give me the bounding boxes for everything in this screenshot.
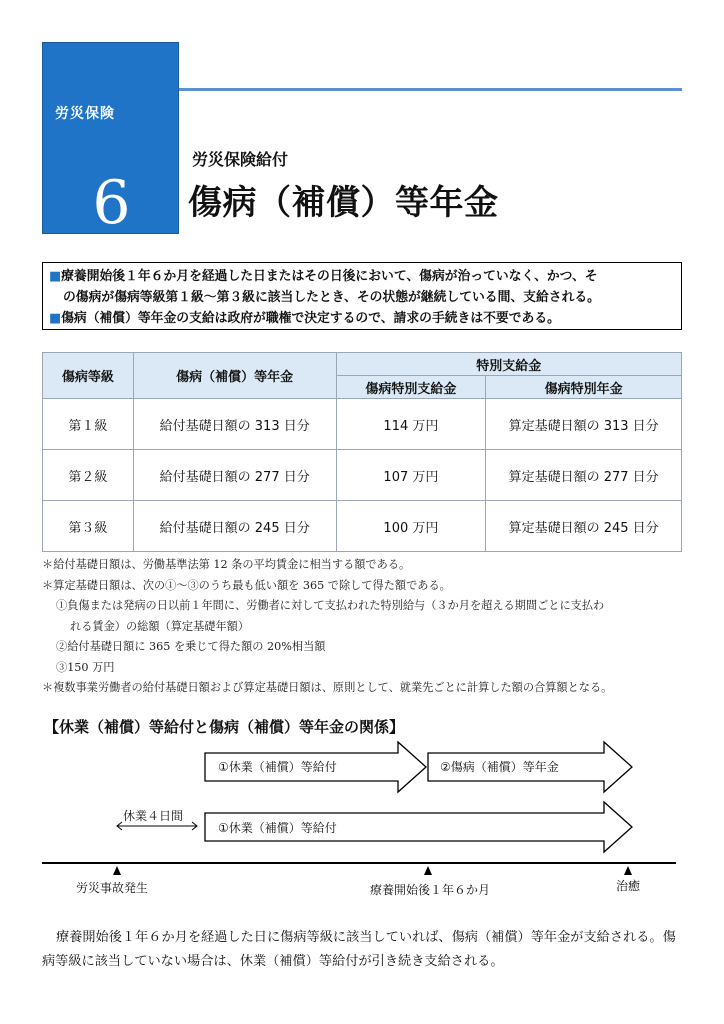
cell-special-pension: 算定基礎日額の 245 日分 — [486, 501, 682, 552]
cell-lump: 107 万円 — [336, 450, 486, 501]
relation-diagram — [0, 735, 724, 905]
table-row — [43, 501, 682, 552]
relation-title: 【休業（補償）等給付と傷病（補償）等年金の関係】 — [44, 718, 405, 736]
explanation-paragraph — [42, 926, 682, 974]
section-number: 6 — [92, 168, 131, 238]
paragraph-line-2: 病等級に該当していない場合は、休業（補償）等給付が引き続き支給される。 — [42, 954, 504, 969]
page-subtitle: 労災保険給付 — [192, 150, 289, 169]
cell-grade: 第２級 — [43, 450, 134, 501]
cell-lump: 100 万円 — [336, 501, 486, 552]
summary-line-1: ■療養開始後１年６か月を経過した日またはその日後において、傷病が治っていなく、かつ、そ — [49, 269, 598, 284]
bullet-square-icon: ■ — [49, 311, 62, 326]
marker-3-label: 治癒 — [616, 879, 641, 893]
cell-pension: 給付基礎日額の 313 日分 — [133, 399, 336, 450]
note-2: ＊算定基礎日額は、次の①〜③のうち最も低い額を 365 で除して得た額である。 — [42, 578, 451, 592]
summary-line-3: ■傷病（補償）等年金の支給は政府が職権で決定するので、請求の手続きは不要である。 — [49, 311, 560, 326]
marker-1-label: 労災事故発生 — [76, 881, 149, 895]
cell-special-pension: 算定基礎日額の 313 日分 — [486, 399, 682, 450]
header-special: 特別支給金 — [336, 353, 681, 376]
header-grade: 傷病等級 — [43, 353, 134, 399]
marker-3-icon — [624, 866, 632, 875]
page-title: 傷病（補償）等年金 — [188, 183, 499, 223]
summary-line-2: の傷病が傷病等級第１級〜第３級に該当したとき、その状態が継続している間、支給される。 — [63, 290, 600, 305]
table-row — [43, 399, 682, 450]
header-pension: 傷病（補償）等年金 — [133, 353, 336, 399]
table-row — [43, 450, 682, 501]
cell-pension: 給付基礎日額の 245 日分 — [133, 501, 336, 552]
cell-grade: 第３級 — [43, 501, 134, 552]
marker-2-label: 療養開始後１年６か月 — [370, 883, 491, 897]
marker-2-icon — [424, 866, 432, 875]
note-6: ＊複数事業労働者の給付基礎日額および算定基礎日額は、原則として、就業先ごとに計算した額の合算額となる。 — [42, 681, 613, 694]
cell-pension: 給付基礎日額の 277 日分 — [133, 450, 336, 501]
header-special-pension: 傷病特別年金 — [486, 376, 682, 399]
note-3a: ①負傷または発病の日以前１年間に、労働者に対して支払われた特別給与（３か月を超える期間ごとに支払わ — [56, 599, 605, 612]
cell-grade: 第１級 — [43, 399, 134, 450]
arrow-1-label: ①休業（補償）等給付 — [218, 760, 337, 774]
arrow-3-label: ①休業（補償）等給付 — [218, 821, 337, 835]
paragraph-line-1: 療養開始後１年６か月を経過した日に傷病等級に該当していれば、傷病（補償）等年金が支給される。傷 — [56, 930, 676, 945]
cell-special-pension: 算定基礎日額の 277 日分 — [486, 450, 682, 501]
header-rule — [179, 88, 682, 91]
note-1: ＊給付基礎日額は、労働基準法第 12 条の平均賃金に相当する額である。 — [42, 558, 411, 571]
note-3b: れる賃金）の総額（算定基礎年額） — [70, 619, 250, 633]
category-label: 労災保険 — [55, 106, 115, 122]
header-special-lump: 傷病特別支給金 — [336, 376, 486, 399]
notes — [42, 555, 692, 699]
summary-box — [42, 262, 682, 330]
note-4: ②給付基礎日額に 365 を乗じて得た額の 20%相当額 — [56, 640, 326, 653]
section-badge — [42, 42, 179, 238]
grade-table — [42, 352, 682, 552]
bullet-square-icon: ■ — [49, 269, 62, 284]
note-5: ③150 万円 — [56, 660, 115, 674]
waiting-label: 休業４日間 — [123, 809, 184, 823]
arrow-2-label: ②傷病（補償）等年金 — [440, 760, 559, 774]
marker-1-icon — [113, 866, 121, 875]
cell-lump: 114 万円 — [336, 399, 486, 450]
